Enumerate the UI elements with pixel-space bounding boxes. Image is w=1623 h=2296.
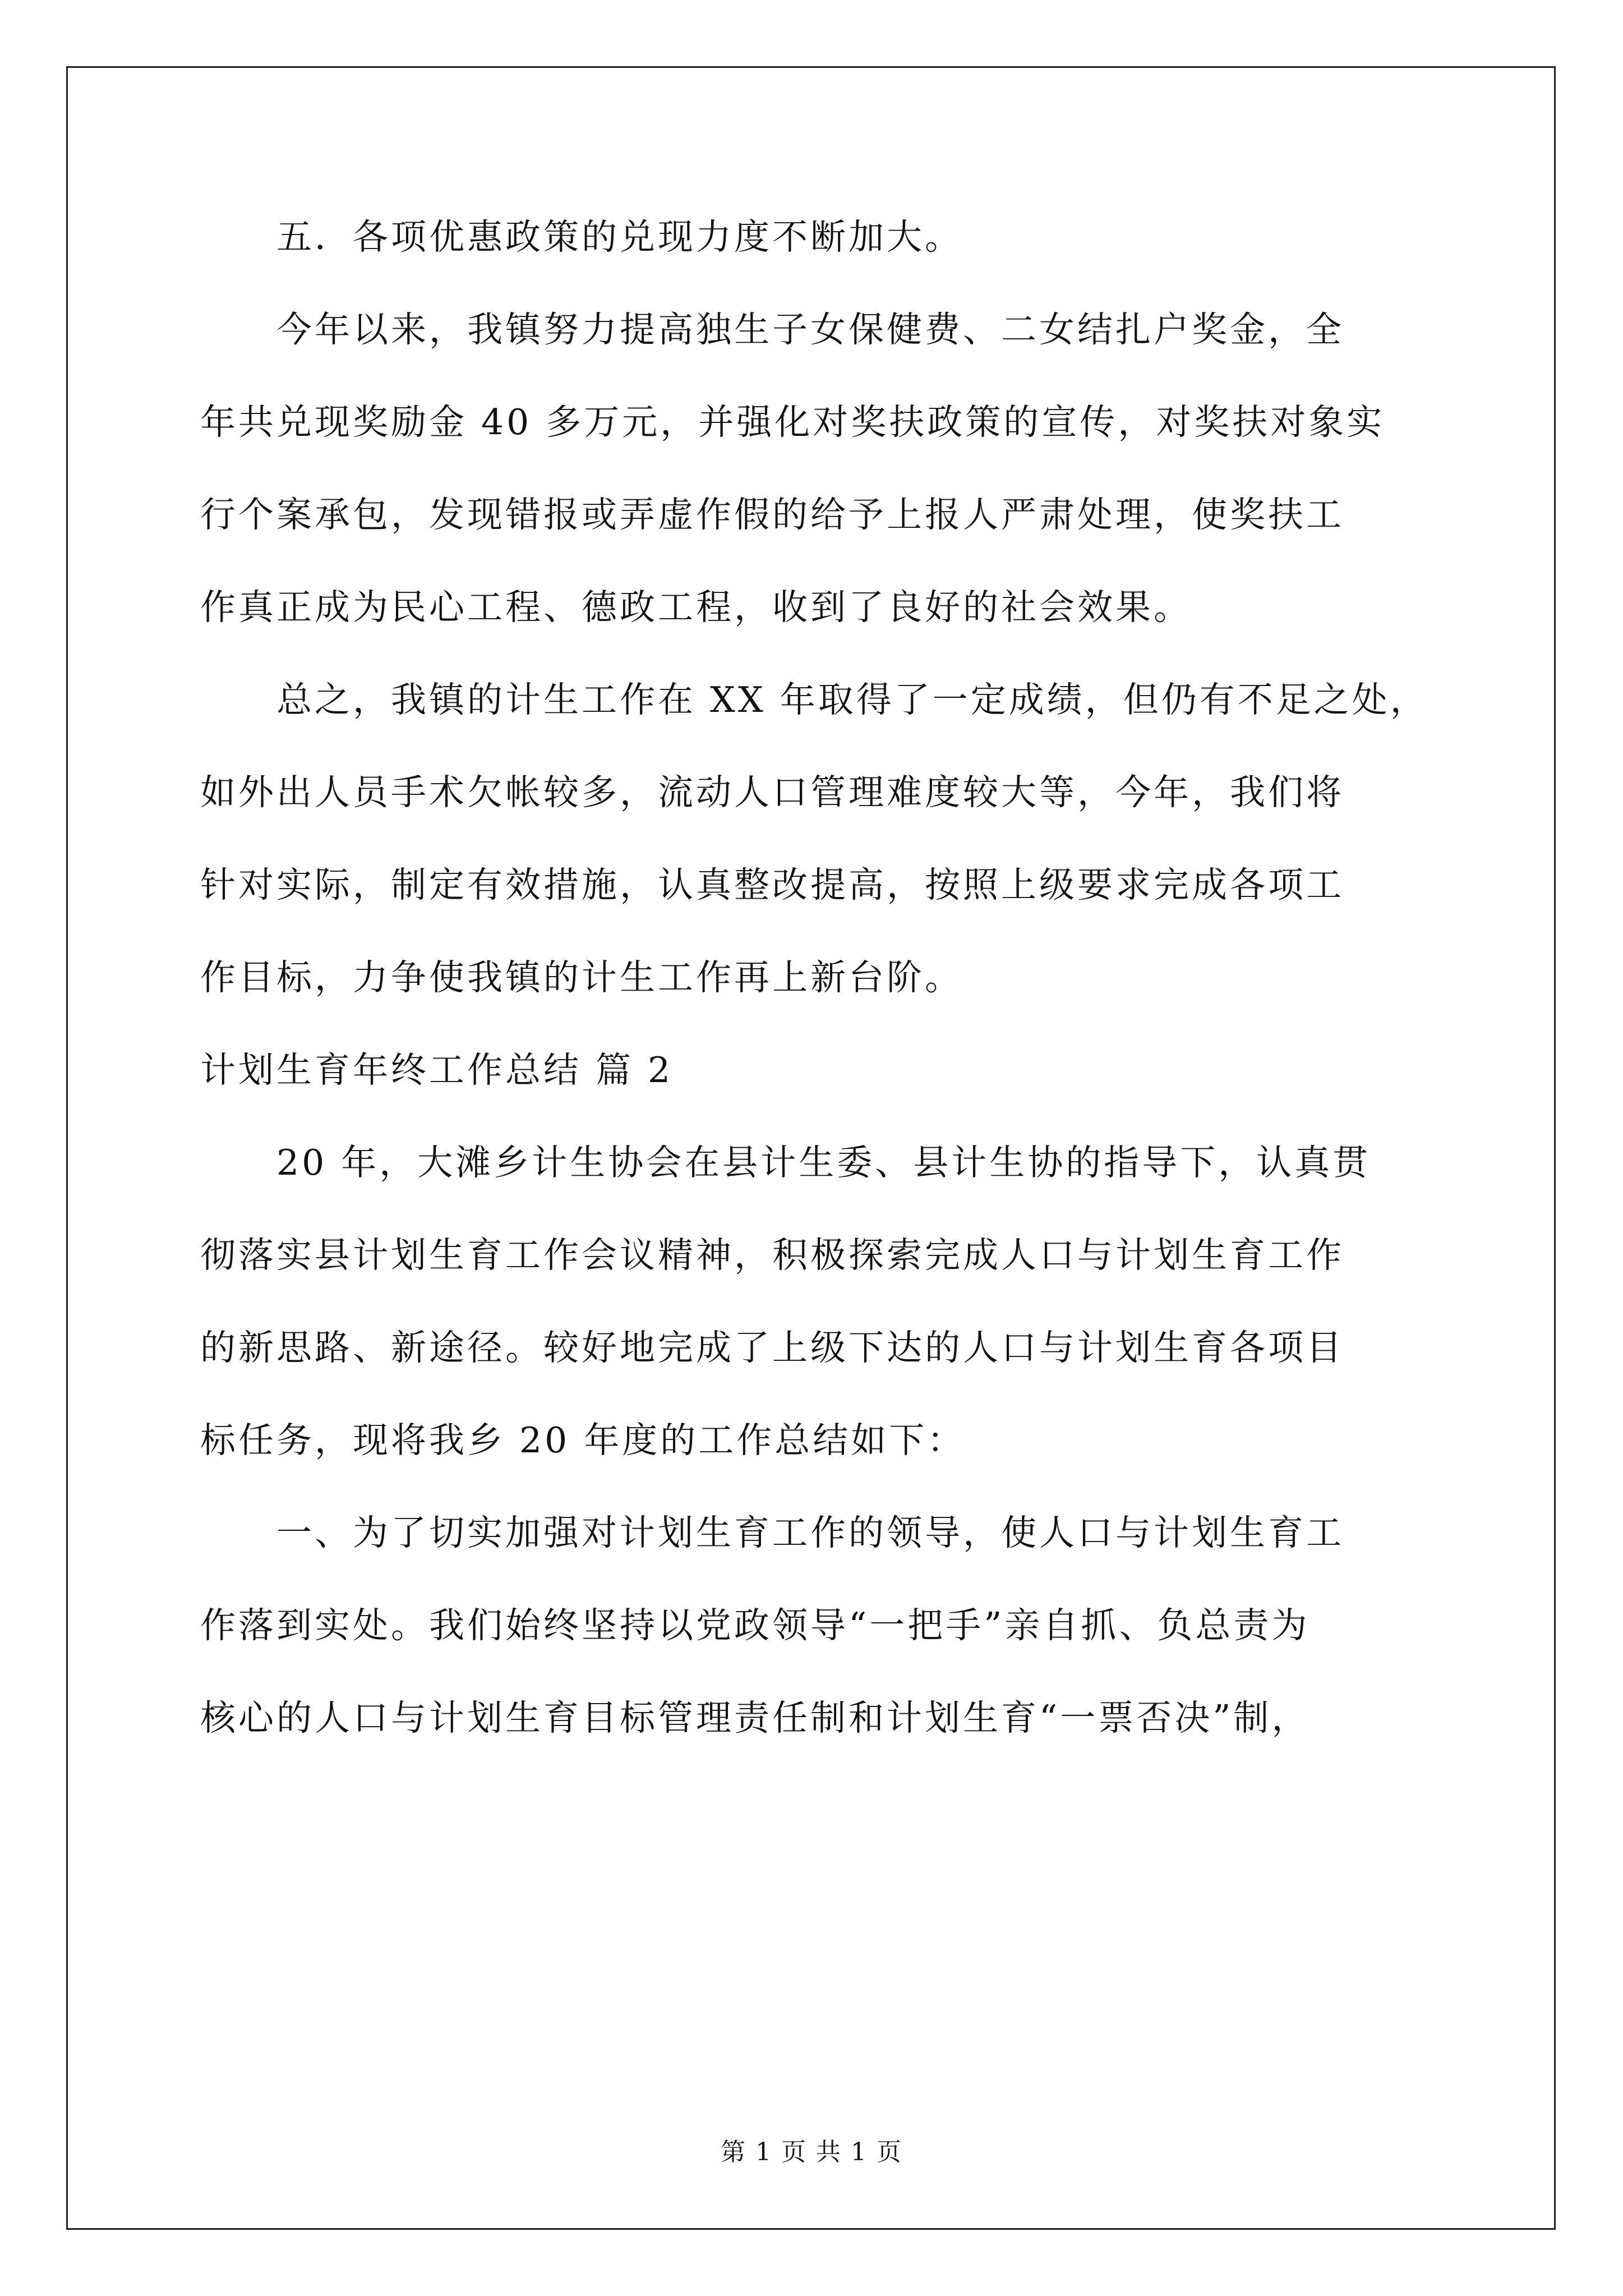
paragraph-line: 如外出人员手术欠帐较多，流动人口管理难度较大等，今年，我们将 bbox=[200, 772, 1344, 813]
paragraph-line: 的新思路、新途径。较好地完成了上级下达的人口与计划生育各项目 bbox=[200, 1327, 1344, 1368]
paragraph-line: 标任务，现将我乡 20 年度的工作总结如下： bbox=[200, 1420, 966, 1461]
paragraph bbox=[200, 1116, 1423, 1487]
paragraph-line: 总之，我镇的计生工作在 XX 年取得了一定成绩，但仍有不足之处， bbox=[276, 679, 1428, 720]
paragraph-line: 作目标，力争使我镇的计生工作再上新台阶。 bbox=[200, 957, 963, 998]
paragraph-line: 彻落实县计划生育工作会议精神，积极探索完成人口与计划生育工作 bbox=[200, 1235, 1344, 1276]
section-heading bbox=[200, 1024, 1423, 1116]
paragraph-line: 今年以来，我镇努力提高独生子女保健费、二女结扎户奖金，全 bbox=[276, 309, 1344, 350]
page-footer: 第 1 页 共 1 页 bbox=[721, 2138, 902, 2166]
paragraph-line: 针对实际，制定有效措施，认真整改提高，按照上级要求完成各项工 bbox=[200, 864, 1344, 905]
paragraph bbox=[200, 1487, 1423, 1764]
document-body bbox=[200, 191, 1428, 1764]
paragraph-line: 五．各项优惠政策的兑现力度不断加大。 bbox=[276, 217, 963, 257]
paragraph-line: 作落到实处。我们始终坚持以党政领导“一把手”亲自抓、负总责为 bbox=[200, 1605, 1310, 1646]
paragraph bbox=[200, 283, 1423, 654]
paragraph-line: 20 年，大滩乡计生协会在县计生委、县计生协的指导下，认真贯 bbox=[276, 1142, 1371, 1183]
paragraph-line: 作真正成为民心工程、德政工程，收到了良好的社会效果。 bbox=[200, 587, 1192, 628]
paragraph-line: 年共兑现奖励金 40 多万元，并强化对奖扶政策的宣传，对奖扶对象实 bbox=[200, 402, 1385, 443]
paragraph bbox=[200, 654, 1428, 1024]
paragraph-line: 一、为了切实加强对计划生育工作的领导，使人口与计划生育工 bbox=[276, 1512, 1344, 1553]
paragraph-line: 行个案承包，发现错报或弄虚作假的给予上报人严肃处理，使奖扶工 bbox=[200, 494, 1344, 535]
paragraph bbox=[200, 191, 1423, 283]
paragraph-line: 核心的人口与计划生育目标管理责任制和计划生育“一票否决”制， bbox=[200, 1697, 1310, 1738]
section-heading-text: 计划生育年终工作总结 篇 2 bbox=[200, 1050, 674, 1091]
